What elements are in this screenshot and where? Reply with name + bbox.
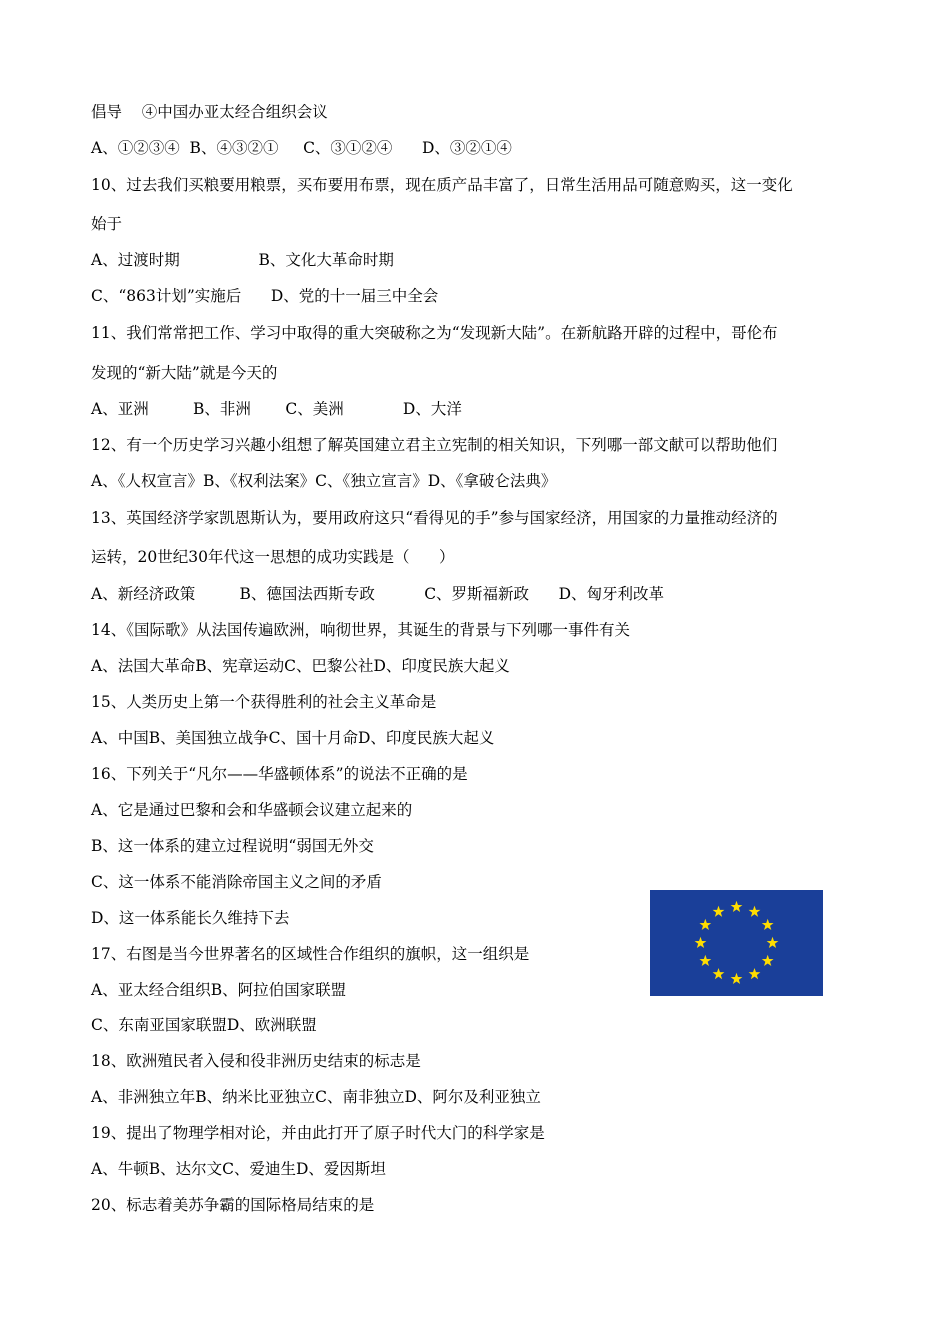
flag-star-icon <box>767 937 779 948</box>
line-26: 18、欧洲殖民者入侵和役非洲历史结束的标志是 <box>91 1052 421 1070</box>
line-10: A、《人权宣言》B、《权利法案》C、《独立宣言》D、《拿破仑法典》 <box>91 472 557 490</box>
line-29: A、牛顿B、达尔文C、爱迪生D、爱因斯坦 <box>91 1160 386 1178</box>
line-16: 15、人类历史上第一个获得胜利的社会主义革命是 <box>91 693 437 711</box>
line-4: A、过渡时期 B、文化大革命时期 <box>91 251 394 269</box>
flag-star-icon <box>731 901 743 912</box>
flag-star-icon <box>713 906 725 917</box>
line-2: 10、过去我们买粮要用粮票，买布要用布票，现在质产品丰富了，日常生活用品可随意购买，这一变化 <box>91 176 793 194</box>
line-13: A、新经济政策 B、德国法西斯专政 C、罗斯福新政 D、匈牙利改革 <box>91 585 665 603</box>
flag-star-icon <box>749 968 761 979</box>
line-18: 16、下列关于“凡尔——华盛顿体系”的说法不正确的是 <box>91 765 468 783</box>
line-25: C、东南亚国家联盟D、欧洲联盟 <box>91 1016 317 1034</box>
line-22: D、这一体系能长久维持下去 <box>91 909 290 927</box>
line-3: 始于 <box>91 215 123 233</box>
line-5: C、“863计划”实施后 D、党的十一届三中全会 <box>91 287 439 305</box>
line-21: C、这一体系不能消除帝国主义之间的矛盾 <box>91 873 382 891</box>
line-14: 14、《国际歌》从法国传遍欧洲，响彻世界，其诞生的背景与下列哪一事件有关 <box>91 621 630 639</box>
flag-star-icon <box>762 919 774 930</box>
flag-star-icon <box>695 937 707 948</box>
line-6: 11、我们常常把工作、学习中取得的重大突破称之为“发现新大陆”。在新航路开辟的过程中，哥伦布 <box>91 324 778 342</box>
line-9: 12、有一个历史学习兴趣小组想了解英国建立君主立宪制的相关知识，下列哪一部文献可以帮助他们 <box>91 436 778 454</box>
line-8: A、亚洲 B、非洲 C、美洲 D、大洋 <box>91 400 462 418</box>
line-1: A、①②③④ B、④③②① C、③①②④ D、③②①④ <box>91 139 512 157</box>
flag-star-icon <box>713 968 725 979</box>
line-24: A、亚太经合组织B、阿拉伯国家联盟 <box>91 981 347 999</box>
line-30: 20、标志着美苏争霸的国际格局结束的是 <box>91 1196 375 1214</box>
line-12: 运转，20世纪30年代这一思想的成功实践是（ ） <box>91 548 455 566</box>
line-11: 13、英国经济学家凯恩斯认为，要用政府这只“看得见的手”参与国家经济，用国家的力量推动经济的 <box>91 509 778 527</box>
line-15: A、法国大革命B、宪章运动C、巴黎公社D、印度民族大起义 <box>91 657 510 675</box>
flag-star-icon <box>731 973 743 984</box>
eu-flag-image <box>650 890 823 996</box>
flag-star-icon <box>699 955 711 966</box>
line-7: 发现的“新大陆”就是今天的 <box>91 364 278 382</box>
line-28: 19、提出了物理学相对论，并由此打开了原子时代大门的科学家是 <box>91 1124 545 1142</box>
eu-flag-stars <box>650 890 823 996</box>
flag-star-icon <box>762 955 774 966</box>
line-19: A、它是通过巴黎和会和华盛顿会议建立起来的 <box>91 801 413 819</box>
line-27: A、非洲独立年B、纳米比亚独立C、南非独立D、阿尔及利亚独立 <box>91 1088 541 1106</box>
line-20: B、这一体系的建立过程说明“弱国无外交 <box>91 837 374 855</box>
flag-star-icon <box>749 906 761 917</box>
flag-star-icon <box>699 919 711 930</box>
line-17: A、中国B、美国独立战争C、国十月命D、印度民族大起义 <box>91 729 495 747</box>
line-23: 17、右图是当今世界著名的区域性合作组织的旗帜，这一组织是 <box>91 945 530 963</box>
line-0: 倡导 ④中国办亚太经合组织会议 <box>91 103 328 121</box>
